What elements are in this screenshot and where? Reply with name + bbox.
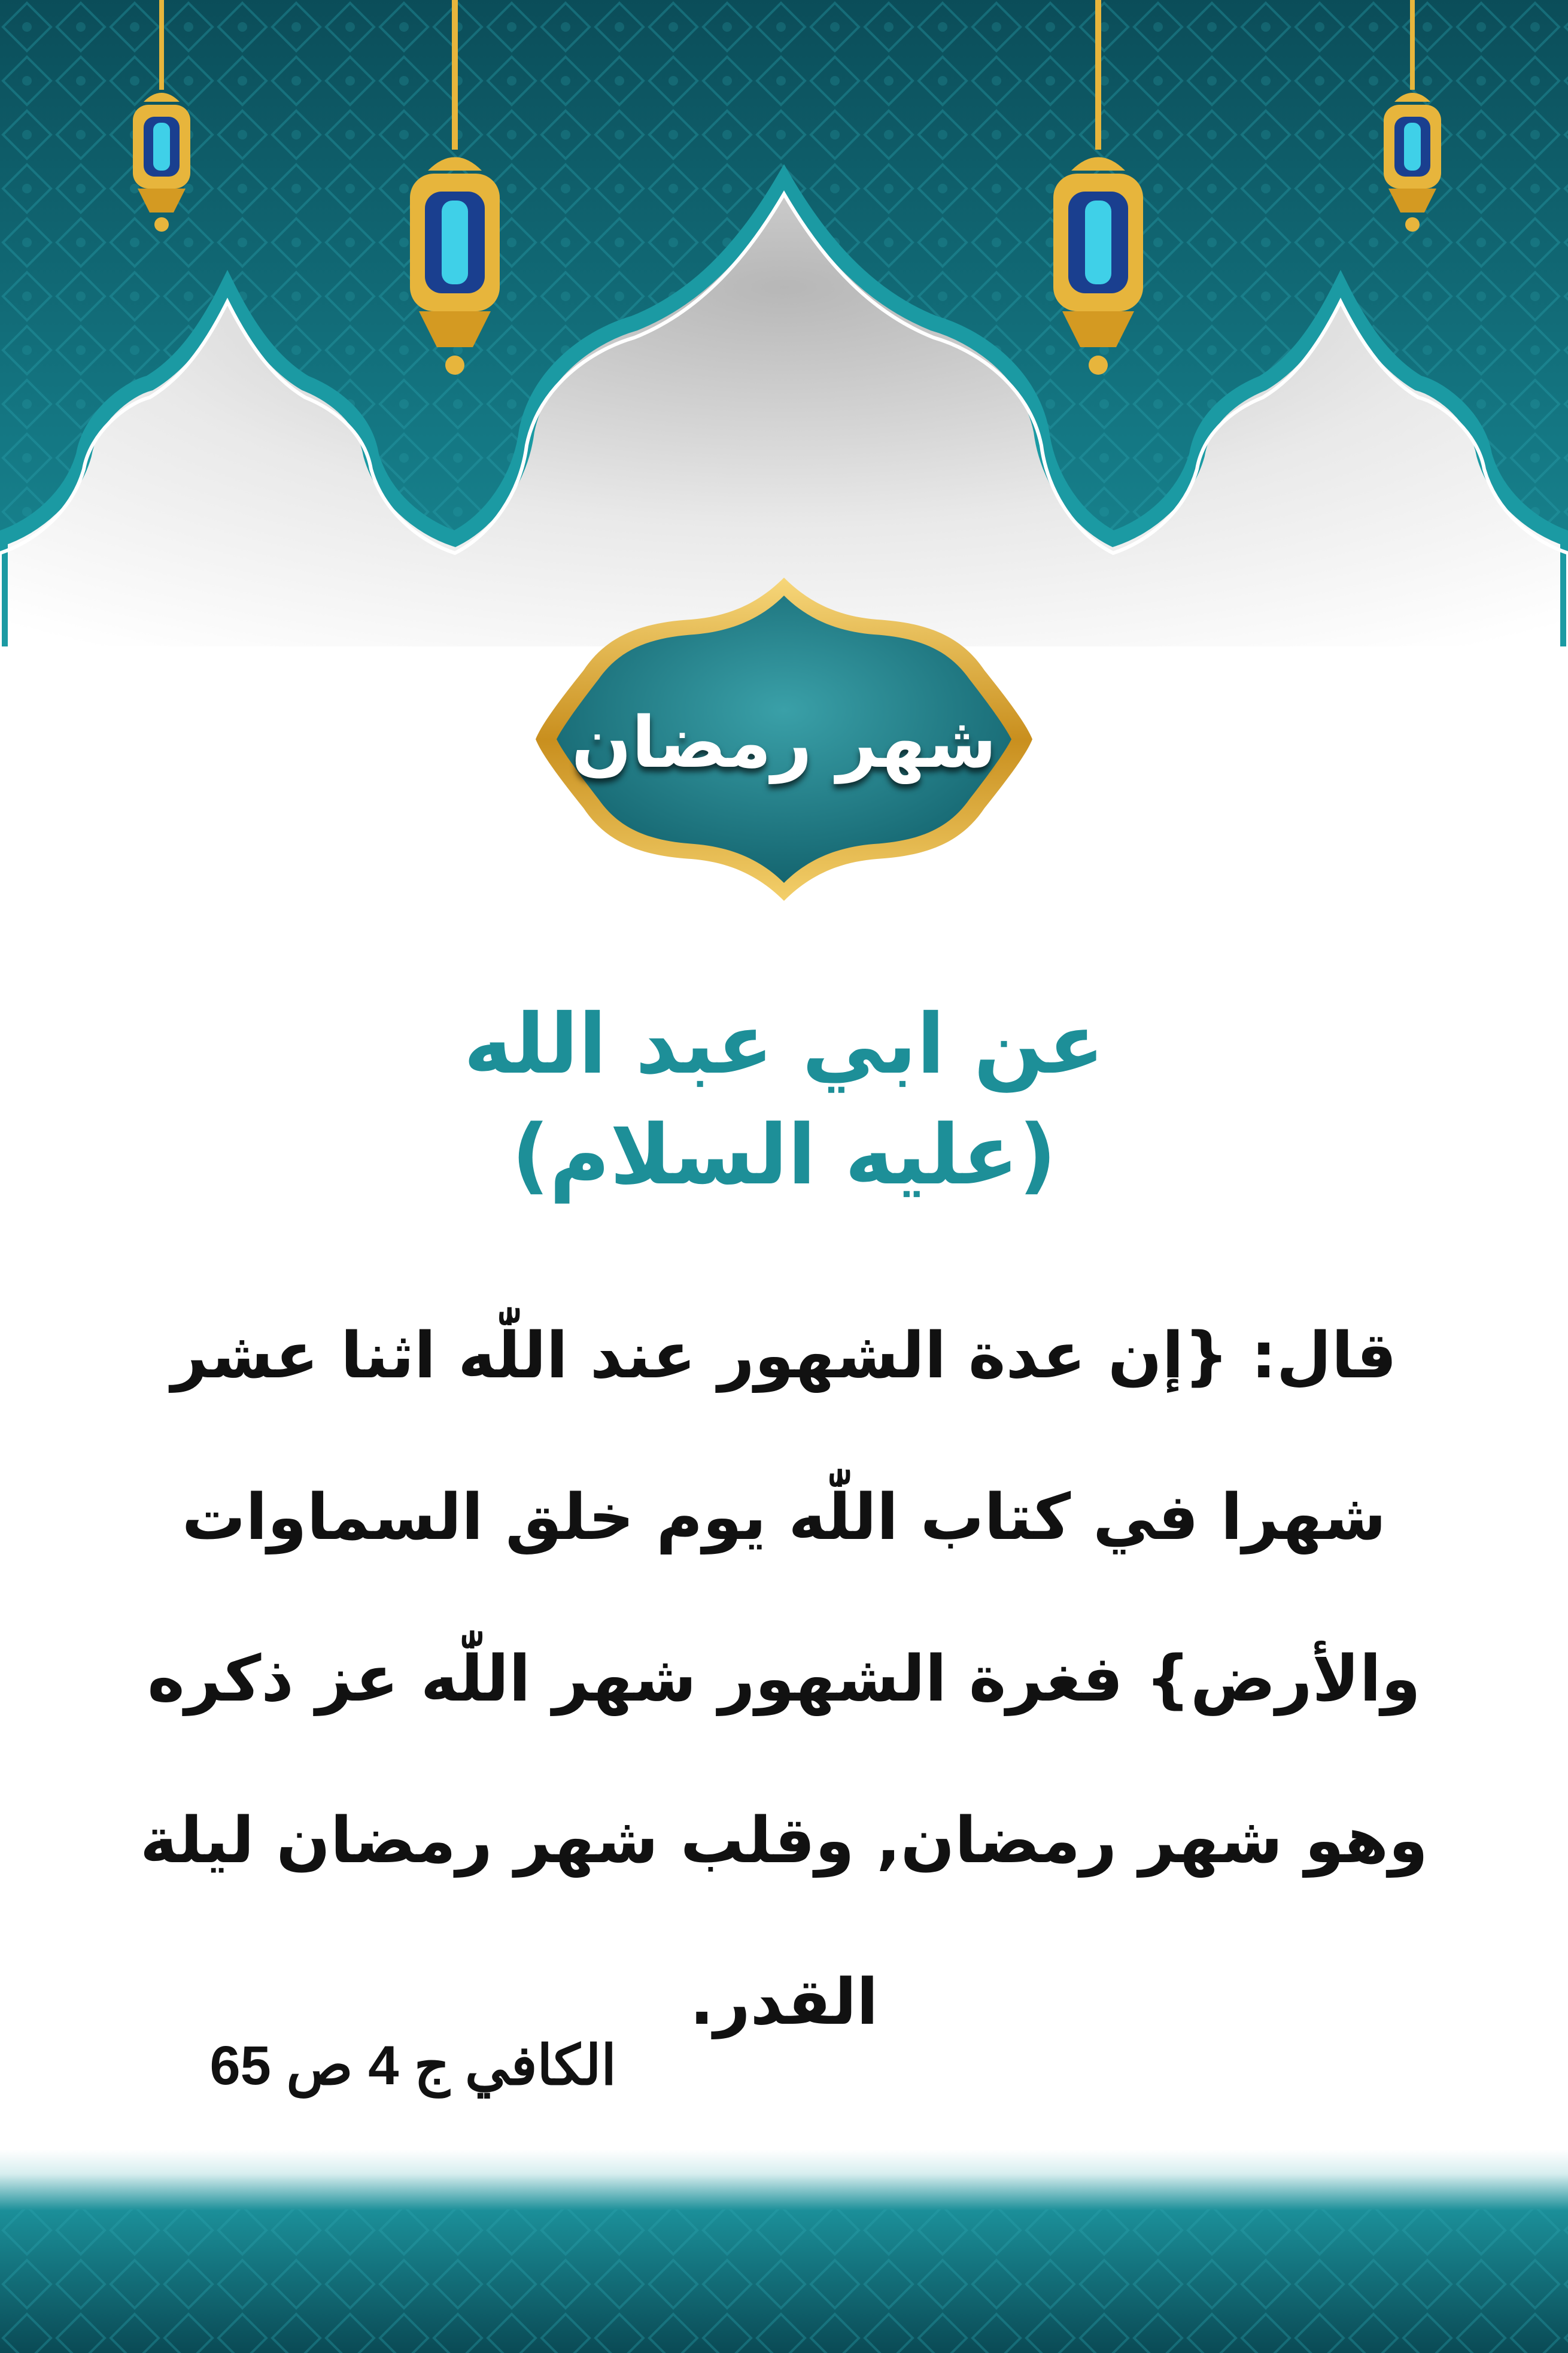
hanging-lantern-icon — [1038, 0, 1158, 383]
narrator-line-2: (عليه السلام) — [511, 1107, 1057, 1203]
footer-pattern-band — [0, 2149, 1568, 2353]
narrator-heading — [180, 994, 1388, 1215]
hadith-text — [132, 1275, 1436, 2083]
badge-title: شهر رمضان — [571, 701, 997, 784]
hadith-line: وهو شهر رمضان, وقلب شهر رمضان ليلة — [140, 1804, 1428, 1877]
hadith-line: شهرا في كتاب اللّٰه يوم خلق السماوات — [181, 1480, 1387, 1554]
narrator-line-1: عن ابي عبد الله — [463, 996, 1105, 1092]
hadith-line: القدر. — [689, 1965, 879, 2039]
hadith-line: والأرض} فغرة الشهور شهر اللّٰه عز ذكره — [147, 1642, 1421, 1716]
hanging-lantern-icon — [1371, 0, 1454, 239]
hadith-line: قال: {إن عدة الشهور عند اللّٰه اثنا عشر — [171, 1319, 1397, 1392]
hanging-lantern-icon — [120, 0, 203, 239]
hanging-lantern-icon — [395, 0, 515, 383]
source-citation: الكافي ج 4 ص 65 — [209, 2035, 616, 2096]
